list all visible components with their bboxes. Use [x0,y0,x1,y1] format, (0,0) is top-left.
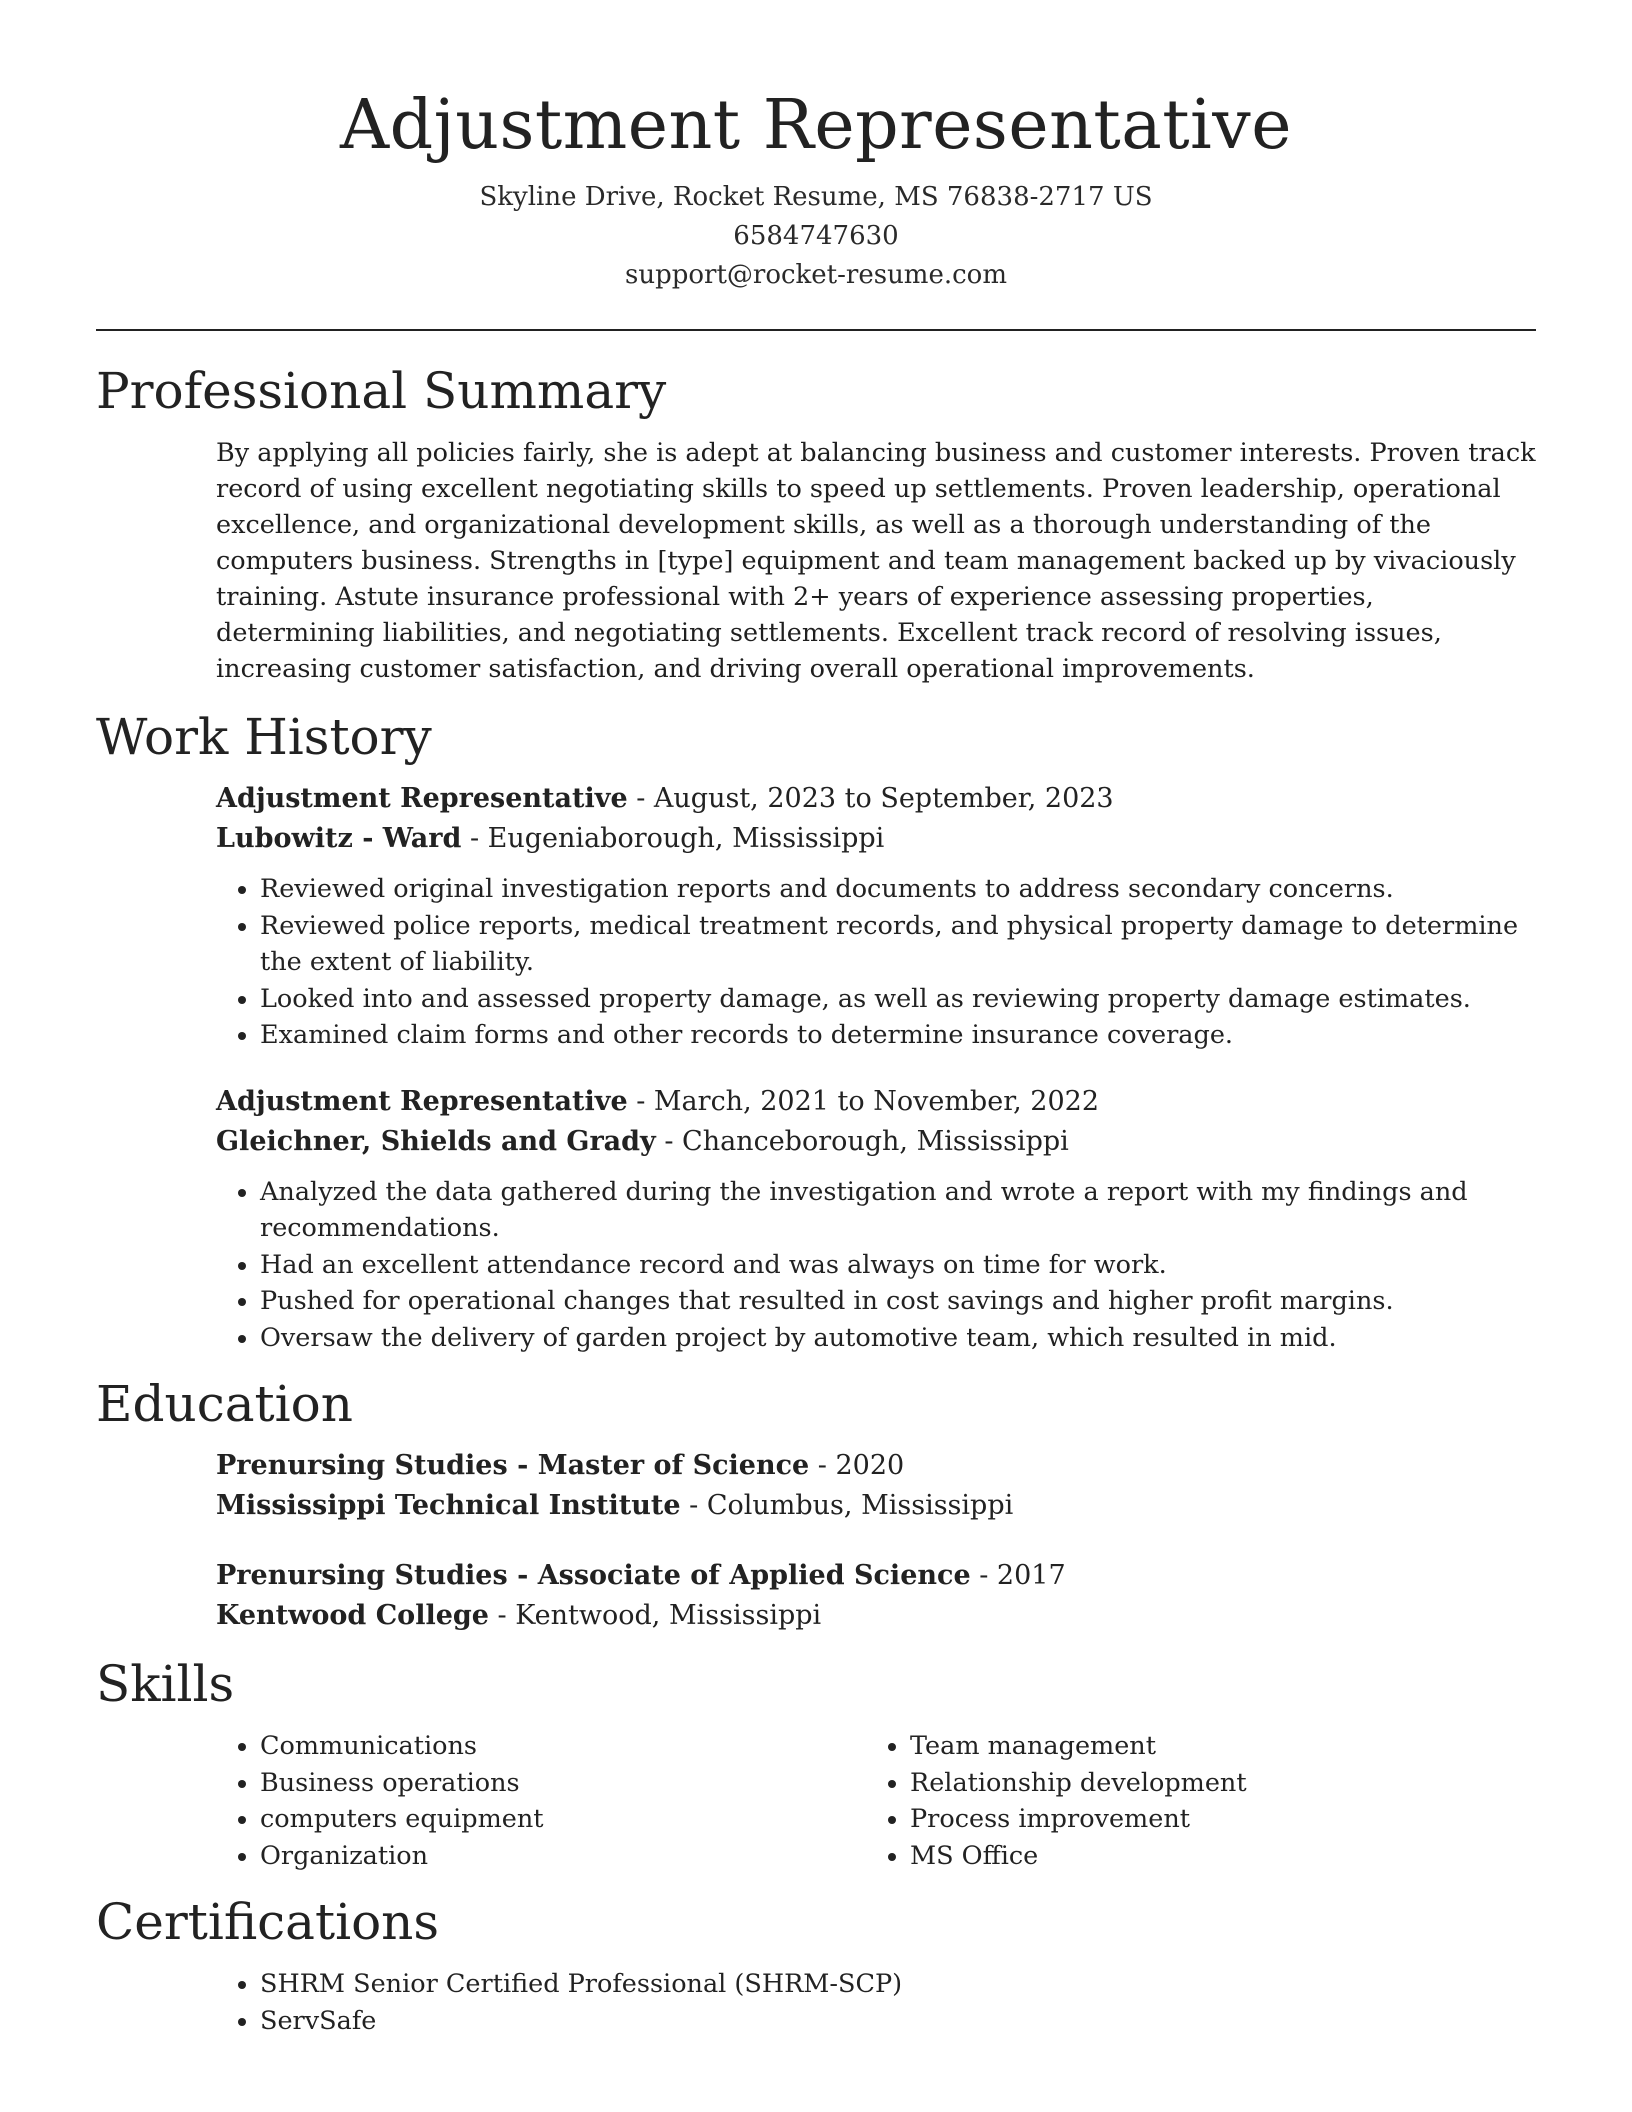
job-bullet: • Reviewed original investigation reports and documents to address secondary concerns. [260,871,1536,908]
job-location: - Eugeniaborough, Mississippi [461,823,885,854]
job-position: Adjustment Representative [216,1085,628,1117]
education-school: Mississippi Technical Institute [216,1490,681,1521]
job-bullet: • Reviewed police reports, medical treatment records, and physical property damage to determine the extent of liability. [260,908,1536,981]
job-title-line [216,779,1536,819]
job-bullet: • Oversaw the delivery of garden project by automotive team, which resulted in mid. [260,1320,1536,1357]
skills-section [96,1652,1536,1874]
certifications-title: Certifications [96,1893,440,1951]
header-divider [96,329,1536,331]
skill-item: • MS Office [910,1838,1516,1875]
education-body [96,1446,1536,1636]
job-bullet: • Pushed for operational changes that resulted in cost savings and higher profit margins. [260,1283,1536,1320]
education-year: - 2017 [970,1560,1066,1591]
education-entry [216,1446,1536,1526]
candidate-name: Adjustment Representative [340,86,1292,165]
contact-block [96,178,1536,295]
education-degree: - Associate of Applied Science [507,1560,971,1591]
job-dates: - August, 2023 to September, 2023 [627,783,1114,814]
education-section [96,1372,1536,1636]
education-school-line [216,1596,1536,1636]
job-bullets [216,871,1536,1054]
education-location: - Kentwood, Mississippi [488,1600,822,1631]
job-bullet: • Examined claim forms and other records to determine insurance coverage. [260,1017,1536,1054]
work-history-section [96,705,1536,1356]
skill-item: • computers equipment [260,1801,866,1838]
job-dates: - March, 2021 to November, 2022 [627,1085,1100,1117]
job-entry [216,779,1536,1054]
work-history-body [96,779,1536,1356]
skill-item: • Organization [260,1838,866,1875]
skill-item: • Communications [260,1728,866,1765]
contact-email: support@rocket-resume.com [624,260,1007,290]
certifications-body [96,1966,1536,2039]
skills-grid [216,1728,1536,1874]
contact-address: Skyline Drive, Rocket Resume, MS 76838-2717 US [479,182,1153,212]
education-entry [216,1556,1536,1636]
skills-column-left [216,1728,866,1874]
skill-item: • Business operations [260,1765,866,1802]
skills-list-left [216,1728,866,1874]
job-bullet: • Looked into and assessed property damage, as well as reviewing property damage estimates. [260,981,1536,1018]
skills-title: Skills [96,1655,235,1713]
education-title: Education [96,1375,353,1433]
skills-body [96,1728,1536,1874]
certifications-list [216,1966,1536,2039]
job-company-line [216,819,1536,859]
skill-item: • Process improvement [910,1801,1516,1838]
summary-text: By applying all policies fairly, she is adept at balancing business and customer interests. Proven track record of using excellent negotiating skills to speed up settlements. Proven leadership, operational excellence, and organizational development skills, as well as a thorough understanding of the computers business. Strengths in [type] equipment and team management backed up by vivaciously training. Astute insurance professional with 2+ years of experience assessing properties, determining liabilities, and negotiating settlements. Excellent track record of resolving issues, increasing customer satisfaction, and driving overall operational improvements. [216,438,1536,684]
job-company: Lubowitz - Ward [216,823,462,854]
skills-column-right [866,1728,1516,1874]
education-year: - 2020 [809,1450,905,1481]
education-degree-line [216,1446,1536,1486]
certification-item: • ServSafe [260,2003,1536,2040]
skill-item: • Team management [910,1728,1516,1765]
summary-title: Professional Summary [96,362,667,420]
certifications-section [96,1890,1536,2039]
work-history-title: Work History [96,708,432,766]
education-degree: - Master of Science [507,1450,810,1481]
summary-section [96,359,1536,687]
skills-list-right [866,1728,1516,1874]
education-field: Prenursing Studies [216,1560,508,1591]
education-degree-line [216,1556,1536,1596]
job-location: - Chanceborough, Mississippi [655,1125,1069,1157]
education-field: Prenursing Studies [216,1450,508,1481]
skill-item: • Relationship development [910,1765,1516,1802]
education-school-line [216,1486,1536,1526]
job-title-line [216,1082,1536,1122]
job-company-line [216,1122,1536,1162]
certification-item: • SHRM Senior Certified Professional (SHRM-SCP) [260,1966,1536,2003]
job-bullets [216,1174,1536,1357]
education-school: Kentwood College [216,1600,489,1631]
education-location: - Columbus, Mississippi [680,1490,1014,1521]
job-company: Gleichner, Shields and Grady [216,1125,656,1157]
job-entry [216,1082,1536,1357]
job-position: Adjustment Representative [216,783,628,814]
contact-phone: 6584747630 [733,221,899,251]
resume-page [96,0,1536,2112]
resume-header [96,0,1536,295]
summary-body [96,435,1536,687]
job-bullet: • Analyzed the data gathered during the investigation and wrote a report with my findings and recommendations. [260,1174,1536,1247]
job-bullet: • Had an excellent attendance record and was always on time for work. [260,1247,1536,1284]
